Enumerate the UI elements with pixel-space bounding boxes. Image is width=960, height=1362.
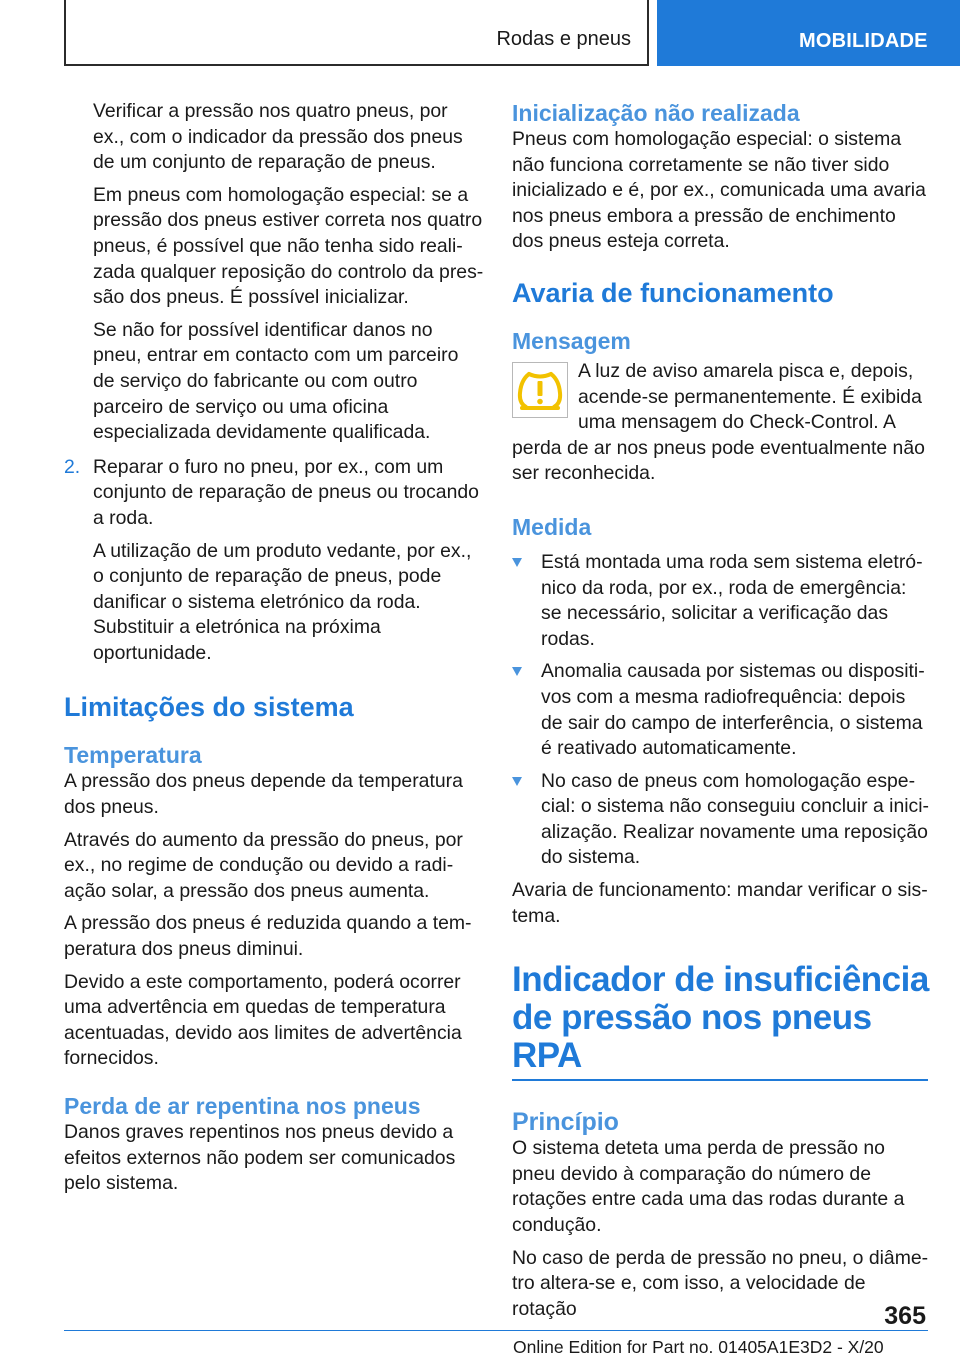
- heading-temperature: Temperatura: [64, 742, 202, 769]
- right-column: [512, 99, 930, 1329]
- paragraph: A pressão dos pneus é reduzida quando a temperatura dos pneus diminui.: [64, 912, 472, 961]
- heading-limitations: Limitações do sistema: [64, 692, 354, 723]
- tire-pressure-warning-icon: [512, 362, 568, 418]
- list-item: Está montada uma roda sem sistema eletrónico da roda, por ex., roda de emergência: se necessário, solicitar a verificação das rodas.: [512, 550, 930, 652]
- list-item: Anomalia causada por sistemas ou dispositivos com a mesma radiofrequência: depois de sair do campo de interferência, o sistema é reativado automaticamente.: [512, 659, 930, 761]
- heading-rpa: Indicador de insuficiência de pressão nos pneus RPA: [512, 960, 929, 1076]
- warning-message-block: [512, 355, 930, 487]
- header-section-title: Rodas e pneus: [496, 28, 631, 50]
- heading-rule: [512, 1079, 928, 1081]
- footer-edition: Online Edition for Part no. 01405A1E3D2 - X/20: [513, 1337, 884, 1357]
- footer-rule: [64, 1330, 928, 1331]
- header-section-box: [64, 0, 649, 66]
- heading-initialization: Inicialização não realizada: [512, 100, 800, 126]
- triangle-bullet-icon: [512, 558, 522, 567]
- heading-message: Mensagem: [512, 327, 631, 354]
- heading-malfunction: Avaria de funcionamento: [512, 277, 834, 308]
- step-text: Reparar o furo no pneu, por ex., com um conjunto de reparação de pneus ou trocando a roda.: [93, 455, 479, 529]
- step-item: [64, 455, 484, 667]
- step-note: A utilização de um produto vedante, por ex., o conjunto de reparação de pneus, pode danificar o sistema eletrónico da roda. Substituir a eletrónica na próxima oportunidade.: [93, 539, 472, 664]
- paragraph: A luz de aviso amarela pisca e, depois, acende-se permanentemente. É exibida uma mensagem do Check-Control. A perda de ar nos pneus pode eventualmente não ser reconhecida.: [512, 359, 925, 485]
- triangle-bullet-icon: [512, 777, 522, 786]
- step-number: 2.: [64, 455, 81, 478]
- paragraph: Avaria de funcionamento: mandar verificar o sistema.: [512, 879, 928, 927]
- paragraph: No caso de perda de pressão no pneu, o diâmetro altera-se e, com isso, a velocidade de rotação: [512, 1246, 929, 1320]
- page-number: 365: [884, 1302, 926, 1330]
- header-chapter-tab: MOBILIDADE: [657, 0, 960, 66]
- left-column: [64, 99, 484, 1204]
- heading-principle: Princípio: [512, 1108, 619, 1137]
- paragraph: Devido a este comportamento, poderá ocorrer uma advertência em quedas de temperatura acentuadas, devido aos limites de advertência fornecidos.: [64, 970, 462, 1070]
- paragraph: Pneus com homologação especial: o sistema não funciona corretamente se não tiver sido inicializado e é, por ex., comunicada uma avaria nos pneus embora a pressão de enchimento dos pneus esteja correta.: [512, 128, 926, 253]
- paragraph: O sistema deteta uma perda de pressão no pneu devido à comparação do número de rotações entre cada uma das rodas durante a condução.: [512, 1137, 905, 1237]
- paragraph: Danos graves repentinos nos pneus devido a efeitos externos não podem ser comunicados pelo sistema.: [64, 1121, 456, 1195]
- heading-sudden-air-loss: Perda de ar repentina nos pneus: [64, 1093, 421, 1119]
- paragraph: Verificar a pressão nos quatro pneus, por ex., com o indicador da pressão dos pneus de um conjunto de reparação de pneus.: [93, 100, 463, 174]
- triangle-bullet-icon: [512, 667, 522, 676]
- heading-measure: Medida: [512, 513, 592, 540]
- page-header: [0, 0, 960, 66]
- paragraph: Através do aumento da pressão do pneus, por ex., no regime de condução ou devido a radiação solar, a pressão dos pneus aumenta.: [64, 828, 463, 902]
- paragraph: Se não for possível identificar danos no pneu, entrar em contacto com um parceiro de serviço do fabricante ou com outro parceiro de serviço ou uma oficina especializada devidamente qualificada.: [93, 318, 459, 444]
- list-item: No caso de pneus com homologação especial: o sistema não conseguiu concluir a inicialização. Realizar novamente uma reposição do sistema.: [512, 769, 930, 871]
- paragraph: Em pneus com homologação especial: se a pressão dos pneus estiver correta nos quatro pneus, é possível que não tenha sido realizada qualquer reposição do controlo da pressão dos pneus. É possível inicializar.: [93, 183, 484, 309]
- paragraph: A pressão dos pneus depende da temperatura dos pneus.: [64, 770, 463, 819]
